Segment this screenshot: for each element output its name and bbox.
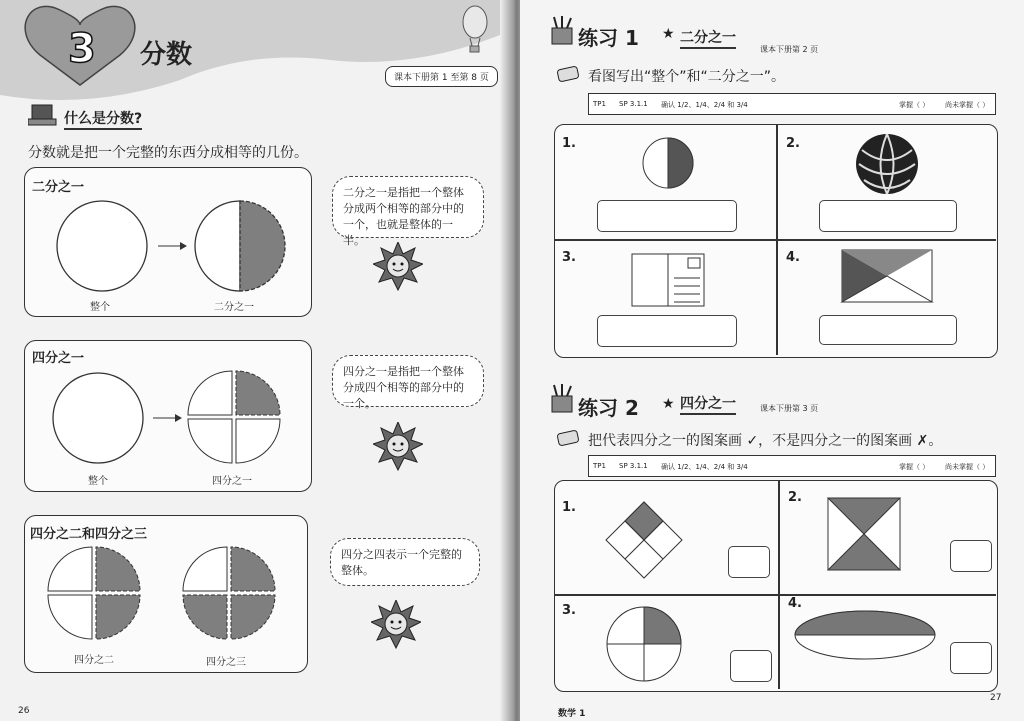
- sun-mascot-icon: [373, 242, 423, 292]
- objective-table: TP1 SP 3.1.1 确认 1/2、1/4、2/4 和 3/4 掌握（ ） 尚未掌握（ ）: [588, 93, 996, 115]
- chapter-title: 分数: [140, 40, 193, 70]
- two-three-quarters-diagram: [44, 543, 294, 647]
- footer-subject: 数学 1: [558, 709, 586, 719]
- section-title: 什么是分数?: [64, 108, 142, 130]
- answer-box[interactable]: [950, 540, 992, 572]
- exercise-reference: 课本下册第 2 页: [760, 45, 819, 54]
- chapter-number: 3: [68, 26, 96, 72]
- item-number: 1.: [562, 500, 576, 515]
- item-number: 4.: [786, 250, 800, 265]
- half-circle-picture: [640, 135, 696, 191]
- caption-right: 四分之一: [212, 476, 252, 487]
- ellipse-picture: [792, 608, 938, 662]
- speech-bubble: 四分之一是指把一个整体分成四个相等的部分中的一个。: [332, 355, 484, 407]
- exercise-label: 练习 1: [578, 26, 639, 50]
- answer-box[interactable]: [597, 200, 737, 232]
- item-number: 2.: [788, 490, 802, 505]
- exercise-label: 练习 2: [578, 396, 639, 420]
- caption-left: 四分之二: [74, 655, 114, 666]
- half-diagram: [40, 195, 300, 295]
- item-number: 1.: [562, 136, 576, 151]
- item-number: 4.: [788, 596, 802, 611]
- quarter-diagram: [40, 368, 300, 468]
- hourglass-square-picture: [826, 496, 902, 572]
- exercise-reference: 课本下册第 3 页: [760, 404, 819, 413]
- star-icon: ★: [662, 396, 675, 412]
- envelope-picture: [840, 248, 934, 304]
- objective-table: TP1 SP 3.1.1 确认 1/2、1/4、2/4 和 3/4 掌握（ ） 尚未掌握（ ）: [588, 455, 996, 477]
- speech-bubble: 四分之四表示一个完整的整体。: [330, 538, 480, 586]
- item-number: 3.: [562, 250, 576, 265]
- caption-left: 整个: [90, 302, 110, 313]
- answer-box[interactable]: [728, 546, 770, 578]
- caption-right: 二分之一: [214, 302, 254, 313]
- block-title: 四分之一: [32, 351, 85, 366]
- intro-text: 分数就是把一个完整的东西分成相等的几份。: [28, 145, 308, 161]
- caption-left: 整个: [88, 476, 108, 487]
- page-number: 27: [990, 693, 1002, 703]
- exercise-instruction: 看图写出“整个”和“二分之一”。: [588, 69, 786, 85]
- sun-mascot-icon: [371, 600, 421, 650]
- item-number: 2.: [786, 136, 800, 151]
- item-number: 3.: [562, 603, 576, 618]
- pencil-cup-icon: [548, 16, 576, 46]
- speech-bubble: 二分之一是指把一个整体分成两个相等的部分中的一个，也就是整体的一半。: [332, 176, 484, 238]
- exercise-instruction: 把代表四分之一的图案画 ✓，不是四分之一的图案画 ✗。: [588, 433, 943, 449]
- answer-box[interactable]: [819, 200, 957, 232]
- quarter-circle-picture: [604, 604, 684, 684]
- exercise-topic: 二分之一: [680, 27, 736, 49]
- exercise-topic: 四分之一: [680, 393, 736, 415]
- answer-box[interactable]: [730, 650, 772, 682]
- page-number: 26: [18, 706, 30, 716]
- answer-box[interactable]: [950, 642, 992, 674]
- diamond-picture: [604, 500, 684, 580]
- eraser-icon: [556, 64, 582, 84]
- watermelon-icon: [854, 130, 920, 196]
- postcard-picture: [630, 252, 706, 308]
- eraser-icon: [556, 428, 582, 448]
- answer-box[interactable]: [819, 315, 957, 345]
- right-page: [520, 0, 1024, 721]
- block-title: 四分之二和四分之三: [30, 527, 148, 542]
- chapter-reference: 课本下册第 1 至第 8 页: [385, 66, 498, 87]
- answer-box[interactable]: [597, 315, 737, 347]
- pencil-cup-icon: [548, 384, 576, 414]
- caption-right: 四分之三: [206, 657, 246, 668]
- sun-mascot-icon: [373, 422, 423, 472]
- block-title: 二分之一: [32, 180, 85, 195]
- laptop-icon: [28, 103, 58, 129]
- star-icon: ★: [662, 26, 675, 42]
